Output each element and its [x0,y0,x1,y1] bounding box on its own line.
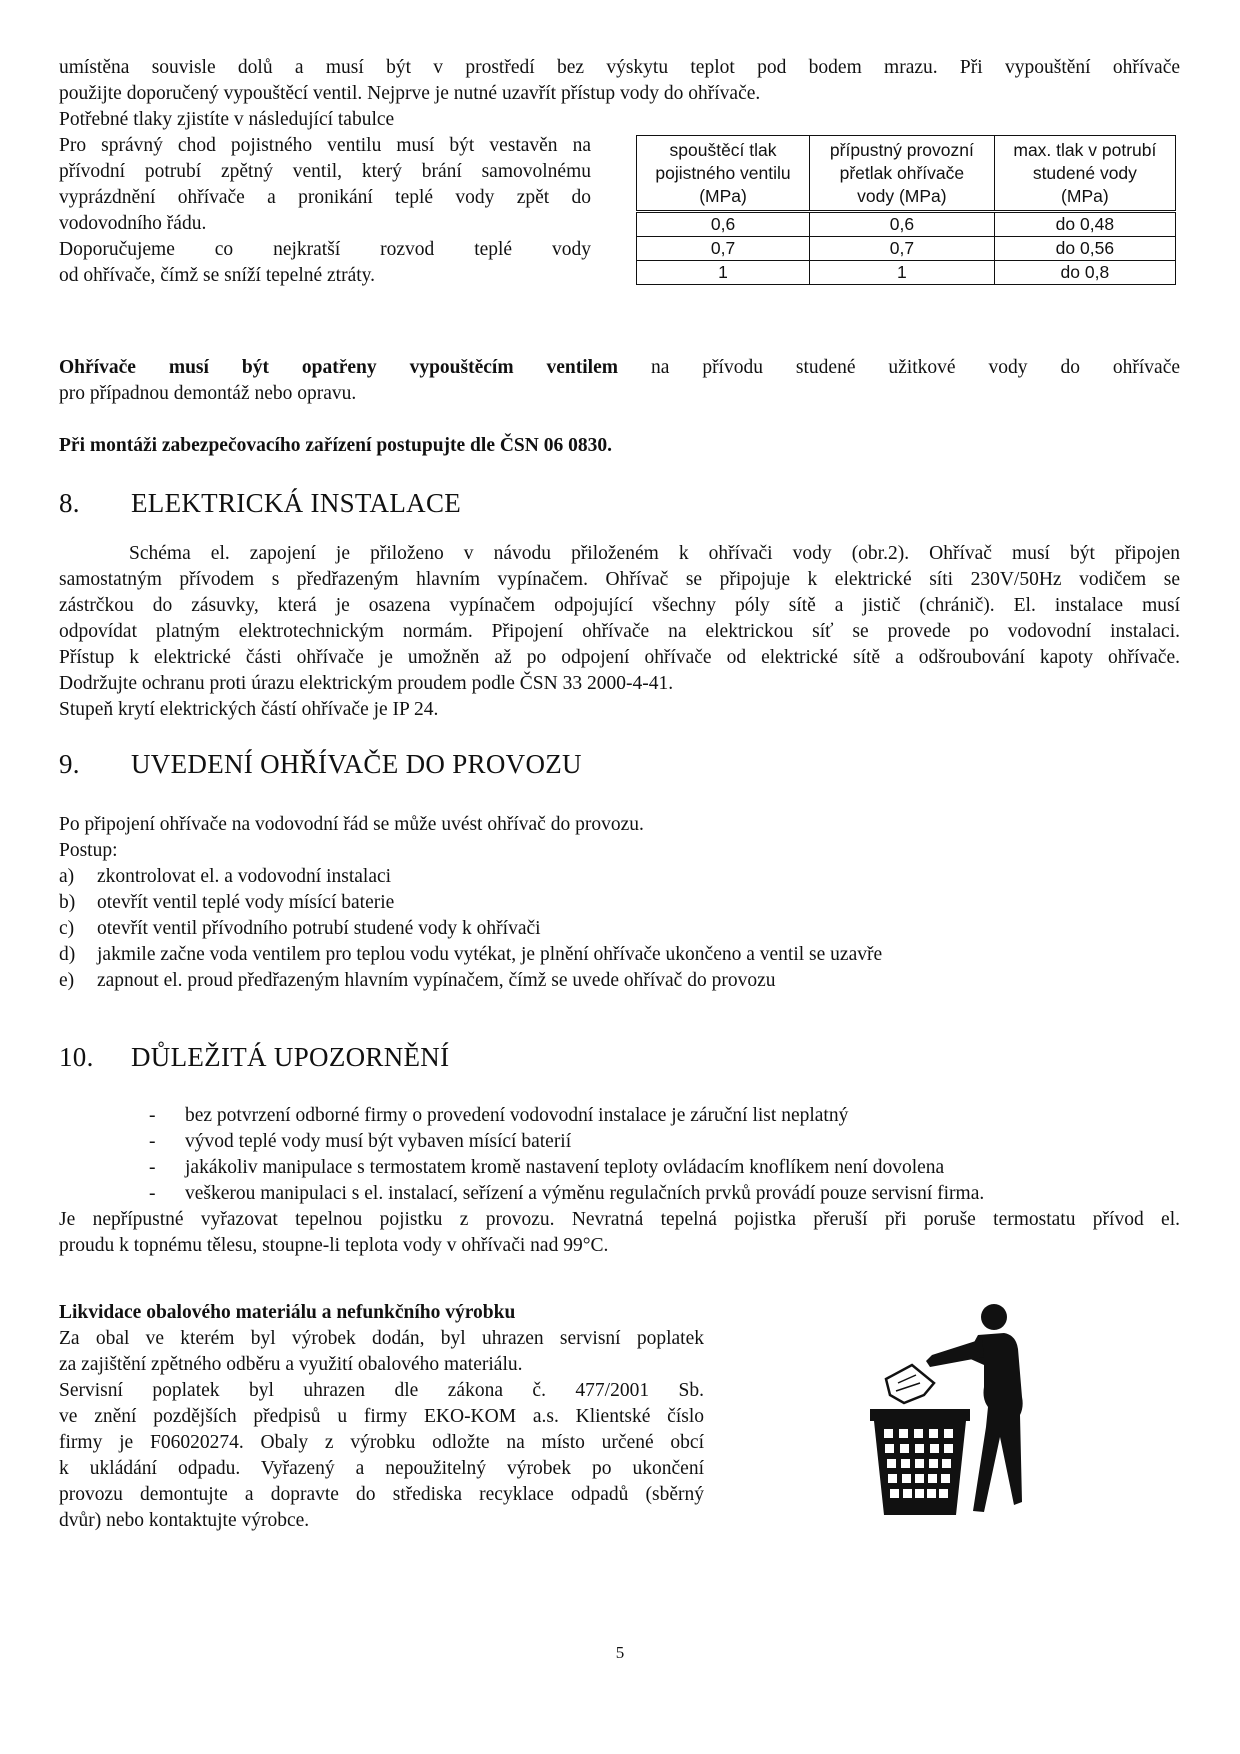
section-10-heading [59,1041,449,1073]
valve-explanation-line: Doporučujeme co nejkratší rozvod teplé vody [59,239,591,260]
list-text: veškerou manipulaci s el. instalací, seřízení a výměnu regulačních prvků provádí pouze servisní firma. [185,1183,985,1204]
pressure-table [636,135,1176,285]
valve-explanation [59,133,591,289]
intro-line-1: umístěna souvisle dolů a musí být v prostředí bez výskytu teplot pod bodem mrazu. Při vypouštění ohřívače [59,57,1180,78]
list-marker: e) [59,970,75,991]
valve-explanation-line: od ohřívače, čímž se sníží tepelné ztráty. [59,265,376,286]
dash-marker: - [149,1183,156,1204]
safety-standard-note: Při montáži zabezpečovacího zařízení postupujte dle ČSN 06 0830. [59,435,612,456]
dash-marker: - [149,1105,156,1126]
header-line: (MPa) [1061,185,1109,206]
body-line: Schéma el. zapojení je přiloženo v návodu přiloženém k ohřívači vody (obr.2). Ohřívač musí být připojen [129,543,1180,564]
list-item [59,890,1180,916]
table-cell: 0,7 [810,237,995,261]
thermal-fuse-warning-line-2: proudu k topnému tělesu, stoupne-li teplota vody v ohřívači nad 99°C. [59,1235,609,1256]
list-marker: c) [59,918,75,939]
list-item [59,968,1180,994]
section-number: 10. [59,1042,94,1072]
header-line: vody (MPa) [857,185,947,206]
pressure-table-header [637,136,810,212]
list-text: zapnout el. proud předřazeným hlavním vypínačem, čímž se uvede ohřívač do provozu [97,970,776,991]
body-line: Přístup k elektrické části ohřívače je umožněn až po odpojení ohřívače od elektrické sítě a odšroubování kapoty ohřívače. [59,647,1180,668]
table-cell: do 0,48 [994,212,1175,237]
header-line: max. tlak v potrubí [1013,139,1157,160]
list-text: bez potvrzení odborné firmy o provedení vodovodní instalace je záruční list neplatný [185,1105,849,1126]
body-line: dvůr) nebo kontaktujte výrobce. [59,1510,310,1531]
table-cell: do 0,8 [994,261,1175,285]
drain-valve-note [59,355,1180,381]
thermal-fuse-warning: Je nepřípustné vyřazovat tepelnou pojistku z provozu. Nevratná tepelná pojistka přeruší při poruše termostatu přívod el. [59,1209,1180,1230]
header-line: pojistného ventilu [655,162,791,183]
body-line: Servisní poplatek byl uhrazen dle zákona č. 477/2001 Sb. [59,1380,704,1401]
table-cell: 0,6 [637,212,810,237]
warnings-list [59,1103,1180,1207]
table-row [637,261,1176,285]
section-title: UVEDENÍ OHŘÍVAČE DO PROVOZU [131,749,582,779]
body-line: k ukládání odpadu. Vyřazený a nepoužitelný výrobek po ukončení [59,1458,704,1479]
table-cell: 0,6 [810,212,995,237]
header-line: přípustný provozní [829,139,974,160]
body-line: Stupeň krytí elektrických částí ohřívače je IP 24. [59,699,439,720]
list-item [59,864,1180,890]
header-line: studené vody [1032,162,1137,183]
list-item [59,1155,1180,1181]
header-line: spouštěcí tlak [669,139,777,160]
tidyman-recycle-icon [846,1287,1046,1529]
list-item [59,916,1180,942]
list-marker: b) [59,892,76,913]
section-8-heading [59,487,461,519]
valve-explanation-line: Pro správný chod pojistného ventilu musí být vestavěn na [59,135,591,156]
section-title: DŮLEŽITÁ UPOZORNĚNÍ [131,1042,450,1072]
header-line: přetlak ohřívače [839,162,965,183]
disposal-text [59,1326,704,1534]
list-text: jakmile začne voda ventilem pro teplou vodu vytékat, je plnění ohřívače ukončeno a ventil se uzavře [97,944,883,965]
table-cell: 1 [810,261,995,285]
table-row [637,212,1176,237]
body-line: provozu demontujte a dopravte do střediska recyklace odpadů (sběrný [59,1484,704,1505]
list-text: jakákoliv manipulace s termostatem kromě nastavení teploty ovládacím knoflíkem není dovolena [185,1157,945,1178]
list-text: zkontrolovat el. a vodovodní instalaci [97,866,392,887]
section-9-intro: Po připojení ohřívače na vodovodní řád se může uvést ohřívač do provozu. [59,814,644,835]
body-line: odpovídat platným elektrotechnickým normám. Připojení ohřívače na elektrickou síť se provede po vodovodní instalaci. [59,621,1180,642]
table-cell: do 0,56 [994,237,1175,261]
valve-explanation-line: vyprázdnění ohřívače a pronikání teplé vody zpět do [59,187,591,208]
table-cell: 0,7 [637,237,810,261]
valve-explanation-line: vodovodního řádu. [59,213,207,234]
body-line: samostatným přívodem s předřazeným hlavním vypínačem. Ohřívač se připojuje k elektrické síti 230V/50Hz vodičem se [59,569,1180,590]
list-text: otevřít ventil teplé vody mísící baterie [97,892,395,913]
body-line: Dodržujte ochranu proti úrazu elektrickým proudem podle ČSN 33 2000-4-41. [59,673,674,694]
intro-line-3: Potřebné tlaky zjistíte v následující tabulce [59,109,395,130]
list-item [59,1103,1180,1129]
table-row [637,237,1176,261]
intro-line-2: použijte doporučený vypouštěcí ventil. Nejprve je nutné uzavřít přístup vody do ohřívače. [59,83,761,104]
drain-valve-note-bold: Ohřívače musí být opatřeny vypouštěcím ventilem [59,357,619,378]
body-line: zástrčkou do zásuvky, která je osazena vypínačem odpojující všechny póly sítě a jistič (chránič). El. instalace musí [59,595,1180,616]
page-number: 5 [615,1643,625,1662]
list-text: vývod teplé vody musí být vybaven mísící baterií [185,1131,572,1152]
disposal-heading: Likvidace obalového materiálu a nefunkčního výrobku [59,1302,516,1323]
list-item [59,1181,1180,1207]
section-title: ELEKTRICKÁ INSTALACE [131,488,462,518]
valve-explanation-line: přívodní potrubí zpětný ventil, který brání samovolnému [59,161,591,182]
body-line: ve znění pozdějších předpisů u firmy EKO-KOM a.s. Klientské číslo [59,1406,704,1427]
pressure-table-header [994,136,1175,212]
section-9-heading [59,748,582,780]
list-marker: a) [59,866,75,887]
procedure-label: Postup: [59,840,118,861]
list-item [59,942,1180,968]
body-line: za zajištění zpětného odběru a využití obalového materiálu. [59,1354,523,1375]
list-text: otevřít ventil přívodního potrubí studené vody k ohřívači [97,918,541,939]
dash-marker: - [149,1157,156,1178]
list-marker: d) [59,944,76,965]
drain-valve-note-line-2: pro případnou demontáž nebo opravu. [59,383,357,404]
body-line: firmy je F06020274. Obaly z výrobku odložte na místo určené obcí [59,1432,704,1453]
list-item [59,1129,1180,1155]
procedure-steps [59,864,1180,994]
table-cell: 1 [637,261,810,285]
section-8-body [59,541,1180,723]
pressure-table-header [810,136,995,212]
section-number: 8. [59,488,80,518]
dash-marker: - [149,1131,156,1152]
section-number: 9. [59,749,80,779]
body-line: Za obal ve kterém byl výrobek dodán, byl uhrazen servisní poplatek [59,1328,704,1349]
header-line: (MPa) [699,185,747,206]
drain-valve-note-rest: na přívodu studené užitkové vody do ohřívače [650,357,1181,378]
